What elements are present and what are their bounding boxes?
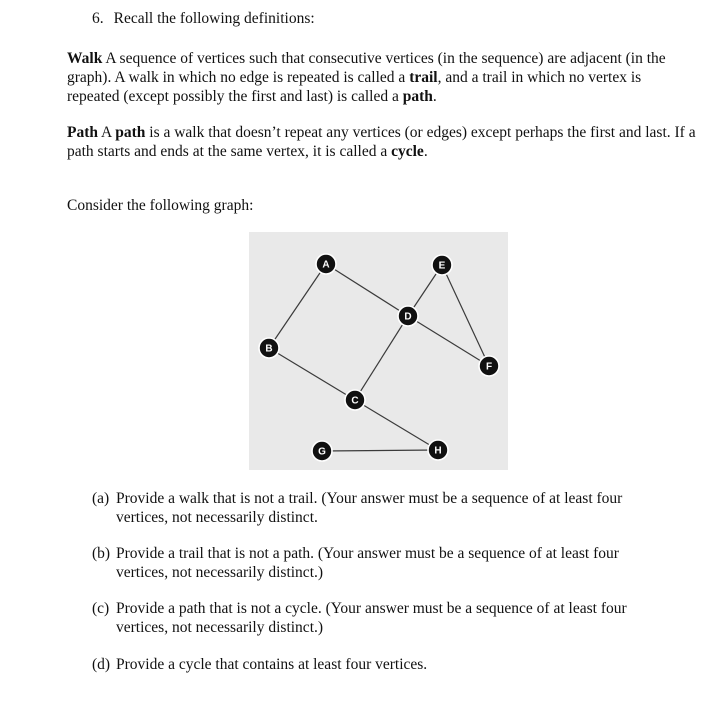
walk-text-3: .	[432, 88, 437, 105]
question-a	[92, 489, 682, 527]
vertex-label: F	[485, 361, 493, 373]
vertex-label: C	[351, 395, 359, 407]
walk-text-1: A sequence of vertices such that consecutive vertices (in the sequence) are adjacent (in the graph). A walk in which no edge is repeated is called a	[67, 50, 666, 86]
vertex-label: D	[404, 311, 412, 323]
edge-a-b	[269, 264, 326, 348]
edge-b-c	[269, 348, 355, 400]
graph-nodes	[259, 254, 499, 461]
path-text-2: is a walk that doesn’t repeat any vertices (or edges) except perhaps the first and last. If a path starts and ends at the same vertex, it is called a	[67, 124, 696, 160]
problem-intro: Recall the following definitions:	[113, 10, 315, 27]
vertex-d	[398, 306, 418, 326]
vertex-f	[479, 356, 499, 376]
graph-svg	[249, 232, 508, 470]
question-c	[92, 599, 682, 637]
question-d-line1: Provide a cycle that contains at least four vertices.	[116, 656, 428, 673]
question-a-line2: vertices, not necessarily distinct.	[116, 509, 318, 526]
question-c-line1: Provide a path that is not a cycle. (Your answer must be a sequence of at least four	[116, 600, 627, 617]
question-d-label: (d)	[92, 656, 111, 673]
path-term-bold: path	[115, 124, 146, 141]
vertex-h	[428, 440, 448, 460]
trail-term: trail	[409, 69, 438, 86]
consider-text: Consider the following graph:	[67, 197, 254, 214]
edge-g-h	[322, 450, 438, 451]
walk-term: Walk	[67, 50, 103, 67]
edge-d-c	[355, 316, 408, 400]
vertex-e	[432, 255, 452, 275]
path-term: Path	[67, 124, 98, 141]
vertex-a	[316, 254, 336, 274]
graph-figure	[249, 232, 508, 470]
vertex-label: B	[265, 343, 273, 355]
question-a-line1: Provide a walk that is not a trail. (Your answer must be a sequence of at least four	[116, 490, 623, 507]
walk-text-2: , and a trail in which no vertex is repeated (except possibly the first and last) is called a	[67, 69, 642, 105]
question-d	[92, 655, 682, 674]
question-b-line1: Provide a trail that is not a path. (Your answer must be a sequence of at least four	[116, 545, 619, 562]
path-term-inline: path	[402, 88, 433, 105]
question-c-label: (c)	[92, 600, 110, 617]
edge-a-d	[326, 264, 408, 316]
vertex-label: H	[434, 445, 442, 457]
problem-heading	[92, 10, 315, 28]
edge-c-h	[355, 400, 438, 450]
vertex-label: A	[322, 259, 330, 271]
walk-definition	[67, 49, 697, 106]
vertex-label: E	[438, 260, 446, 272]
path-text-3: .	[423, 143, 428, 160]
problem-number: 6.	[92, 10, 104, 27]
question-b-line2: vertices, not necessarily distinct.)	[116, 564, 324, 581]
vertex-g	[312, 441, 332, 461]
question-c-line2: vertices, not necessarily distinct.)	[116, 619, 324, 636]
vertex-b	[259, 338, 279, 358]
path-text-1: A	[98, 124, 116, 141]
vertex-label: G	[318, 446, 326, 458]
cycle-term: cycle	[391, 143, 424, 160]
graph-edges	[269, 264, 489, 451]
path-definition	[67, 123, 697, 161]
question-a-label: (a)	[92, 490, 110, 507]
question-b	[92, 544, 682, 582]
vertex-c	[345, 390, 365, 410]
question-b-label: (b)	[92, 545, 111, 562]
